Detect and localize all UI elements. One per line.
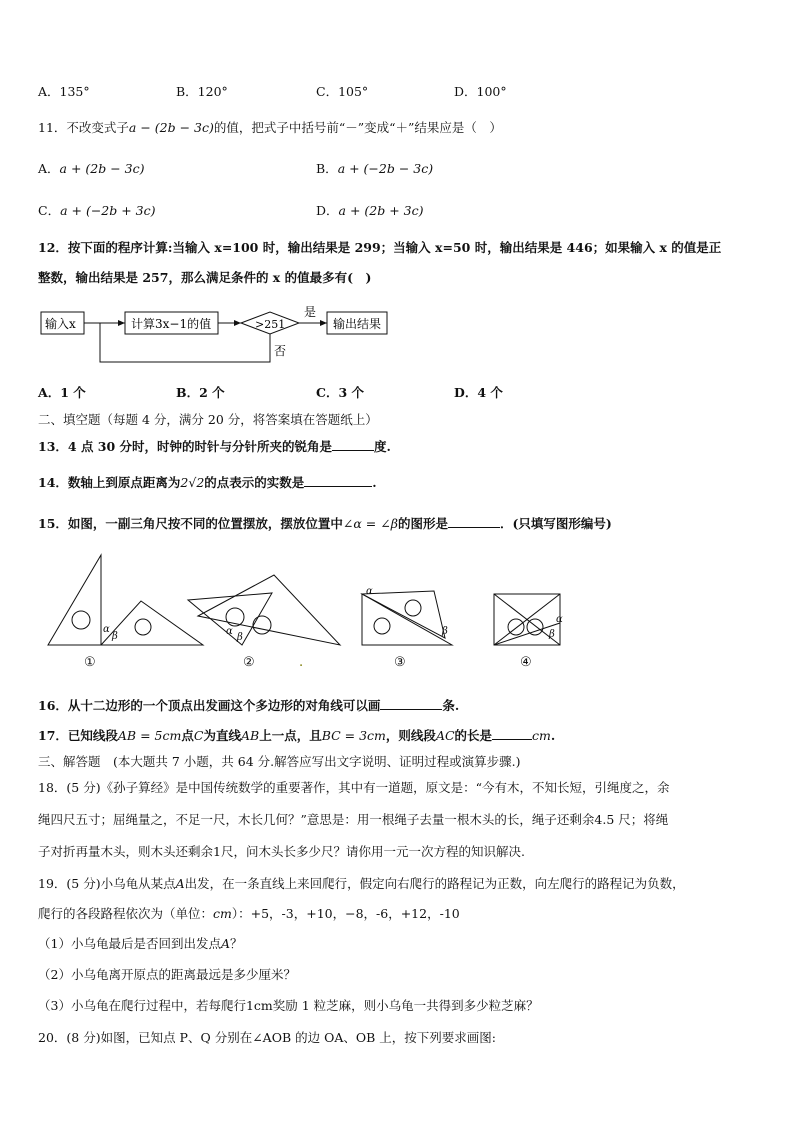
flow-no-label: 否 bbox=[274, 344, 287, 358]
q11-option-a: A．a + (2b − 3c) bbox=[38, 161, 145, 176]
q17-blank bbox=[492, 727, 532, 740]
section-2-heading: 二、填空题（每题 4 分，满分 20 分，将答案填在答题纸上） bbox=[38, 412, 378, 427]
q18-line2: 绳四尺五寸；屈绳量之，不足一尺，木长几何？”意思是：用一根绳子去量一根木头的长，绳子还剩余4.5 尺；将绳 bbox=[38, 812, 669, 827]
q13-blank bbox=[332, 438, 374, 451]
q14-blank bbox=[304, 474, 372, 487]
q16: 16．从十二边形的一个顶点出发画这个多边形的对角线可以画 条. bbox=[38, 698, 460, 713]
fig2-label: ② bbox=[243, 655, 255, 670]
q18-line3: 子对折再量木头，则木头还剩余1尺，问木头长多少尺？请你用一元一次方程的知识解决. bbox=[38, 844, 525, 859]
flow-yes-label: 是 bbox=[304, 305, 317, 319]
figure-3 bbox=[362, 591, 452, 645]
q20: 20．(8 分)如图，已知点 P、Q 分别在∠AOB 的边 OA、OB 上，按下列要求画图: bbox=[38, 1030, 496, 1045]
q13: 13．4 点 30 分时，时钟的时针与分针所夹的锐角是 度. bbox=[38, 439, 391, 454]
q16-blank bbox=[380, 697, 442, 710]
flow-output-label: 输出结果 bbox=[333, 317, 382, 331]
q11-option-c: C．a + (−2b + 3c) bbox=[38, 203, 156, 218]
fig2-beta: β bbox=[237, 632, 243, 643]
q15: 15．如图，一副三角尺按不同的位置摆放，摆放位置中∠α = ∠β的图形是 ．(只填写图形编号) bbox=[38, 516, 612, 531]
q12-option-c: C．3 个 bbox=[316, 385, 364, 400]
q19-sub3: （3）小乌龟在爬行过程中，若每爬行1cm奖励 1 粒芝麻，则小乌龟一共得到多少粒芝麻？ bbox=[38, 998, 539, 1013]
q12-option-a: A．1 个 bbox=[38, 385, 86, 400]
q11-stem: 11．不改变式子a − (2b − 3c)的值，把式子中括号前“－”变成“＋”结果应是（ ） bbox=[38, 120, 502, 135]
q11-expression: a − (2b − 3c) bbox=[128, 120, 214, 135]
q12-stem-line1: 12．按下面的程序计算:当输入 x=100 时，输出结果是 299；当输入 x=50 时，输出结果是 446；如果输入 x 的值是正 bbox=[38, 240, 722, 255]
q19-sub2: （2）小乌龟离开原点的距离最远是多少厘米？ bbox=[38, 967, 296, 982]
q17: 17．已知线段AB = 5cm点C为直线AB上一点，且BC = 3cm，则线段AC的长是 cm. bbox=[38, 728, 556, 743]
q15-expression: ∠α = ∠β bbox=[342, 516, 398, 531]
q19-line2: 爬行的各段路程依次为（单位：cm）：+5，-3，+10，−8，-6，+12，-10 bbox=[38, 906, 460, 921]
q18-line1: 18．(5 分)《孙子算经》是中国传统数学的重要著作，其中有一道题，原文是：“今有木，不知长短，引绳度之，余 bbox=[38, 780, 670, 795]
fig4-label: ④ bbox=[520, 655, 532, 670]
fig1-label: ① bbox=[84, 655, 96, 670]
fig4-alpha: α bbox=[556, 614, 563, 625]
q19-line1: 19．(5 分)小乌龟从某点A出发，在一条直线上来回爬行，假定向右爬行的路程记为正数，向左爬行的路程记为负数， bbox=[38, 876, 685, 891]
q12-option-b: B．2 个 bbox=[176, 385, 225, 400]
section-3-heading: 三、解答题 (本大题共 7 小题，共 64 分.解答应写出文字说明、证明过程或演算步骤.) bbox=[38, 754, 521, 769]
q14-expression: 2√2 bbox=[180, 475, 205, 490]
flow-condition-label: >251 bbox=[255, 318, 286, 331]
q12-flowchart bbox=[38, 300, 398, 370]
fig1-beta: β bbox=[112, 631, 118, 642]
flow-compute-label: 计算3x−1的值 bbox=[131, 317, 212, 331]
fig4-beta: β bbox=[549, 629, 555, 640]
q10-option-d: D．100° bbox=[454, 84, 507, 99]
fig3-label: ③ bbox=[394, 655, 406, 670]
flow-input-label: 输入x bbox=[45, 317, 76, 331]
q14: 14．数轴上到原点距离为2√2的点表示的实数是 . bbox=[38, 475, 377, 490]
q15-blank bbox=[448, 515, 500, 528]
fig2-alpha: α bbox=[226, 626, 233, 637]
q11-option-d: D．a + (2b + 3c) bbox=[316, 203, 424, 218]
fig3-alpha: α bbox=[366, 586, 373, 597]
figure-2 bbox=[188, 575, 340, 645]
fig3-beta: β bbox=[442, 626, 448, 637]
q10-option-c: C．105° bbox=[316, 84, 369, 99]
stray-dot: . bbox=[299, 655, 304, 670]
q12-option-d: D．4 个 bbox=[454, 385, 503, 400]
q19-sub1: （1）小乌龟最后是否回到出发点A？ bbox=[38, 936, 243, 951]
q10-option-b: B．120° bbox=[176, 84, 228, 99]
q15-figures bbox=[40, 548, 600, 673]
figure-1 bbox=[48, 555, 203, 645]
q11-option-b: B．a + (−2b − 3c) bbox=[316, 161, 434, 176]
q12-stem-line2: 整数，输出结果是 257，那么满足条件的 x 的值最多有( ) bbox=[38, 270, 372, 285]
q10-option-a: A．135° bbox=[38, 84, 90, 99]
fig1-alpha: α bbox=[103, 624, 110, 635]
